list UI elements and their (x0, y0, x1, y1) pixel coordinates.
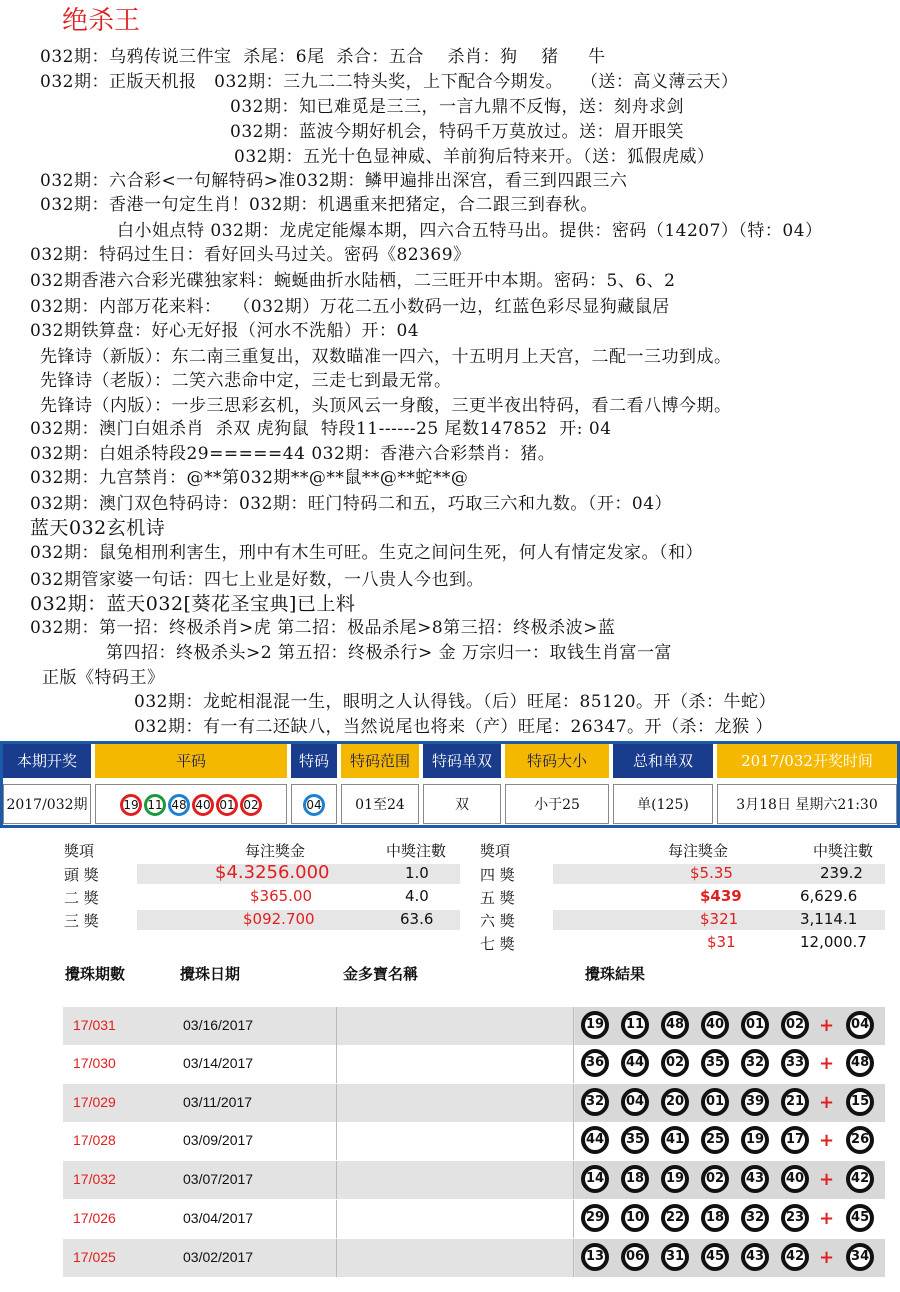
sum-value: 单(125) (613, 784, 713, 824)
plus-sign: + (819, 1014, 835, 1036)
history-result (575, 1161, 885, 1199)
history-period: 17/031 (73, 1017, 116, 1033)
special-ball-cell (291, 784, 337, 824)
ball: 29 (581, 1204, 609, 1232)
ball: 19 (661, 1165, 689, 1193)
ball: 32 (741, 1204, 769, 1232)
history-date: 03/02/2017 (183, 1249, 254, 1265)
ball: 11 (621, 1011, 649, 1039)
history-period: 17/028 (73, 1132, 116, 1148)
ball: 13 (581, 1243, 609, 1271)
prize-name: 六 獎 (480, 912, 515, 930)
extra-ball: 04 (846, 1011, 874, 1039)
history-period: 17/030 (73, 1055, 116, 1071)
text-line: 032期管家婆一句话：四七上业是好数，一八贵人今也到。 (30, 570, 484, 590)
ball: 35 (701, 1049, 729, 1077)
history-row (63, 1200, 885, 1238)
plus-sign: + (819, 1207, 835, 1229)
prize-amount: $092.700 (243, 910, 315, 928)
text-line: 032期：鼠兔相刑利害生，刑中有木生可旺。生克之间问生死，何人有情定发家。（和） (30, 543, 703, 563)
ball: 01 (701, 1088, 729, 1116)
history-result (575, 1045, 885, 1083)
header-size: 特码大小 (505, 744, 609, 778)
text-line: 032期香港六合彩光碟独家料：蜿蜒曲折水陆栖，二三旺开中本期。密码：5、6、2 (30, 271, 676, 291)
ball: 02 (661, 1049, 689, 1077)
history-row (63, 1045, 885, 1083)
ball: 36 (581, 1049, 609, 1077)
text-line: 第四招：终极杀头>2 第五招：终极杀行> 金 万宗归一：取钱生肖富一富 (106, 643, 673, 663)
ball: 48 (661, 1011, 689, 1039)
text-line: 032期：九宫禁肖：@**第032期**@**鼠**@**蛇**@ (30, 468, 469, 488)
ball: 32 (581, 1088, 609, 1116)
ball: 20 (661, 1088, 689, 1116)
extra-ball: 48 (846, 1049, 874, 1077)
prize-name: 頭 獎 (64, 866, 99, 884)
history-result (575, 1239, 885, 1277)
history-result (575, 1122, 885, 1160)
history-row (63, 1007, 885, 1045)
extra-ball: 42 (846, 1165, 874, 1193)
ball: 43 (741, 1165, 769, 1193)
ball: 06 (621, 1243, 649, 1271)
history-name (336, 1200, 574, 1238)
header-range: 特码范围 (341, 744, 419, 778)
history-name (336, 1045, 574, 1083)
prize-header-item: 獎項 (480, 842, 511, 860)
prize-count: 63.6 (400, 910, 434, 928)
history-name (336, 1239, 574, 1277)
ball: 48 (168, 794, 190, 816)
ball: 18 (701, 1204, 729, 1232)
prize-amount: $4.3256.000 (215, 862, 330, 883)
ball: 45 (701, 1243, 729, 1271)
ball: 21 (781, 1088, 809, 1116)
page-title: 绝杀王 (62, 6, 141, 36)
text-line: 032期：澳门白姐杀肖 杀双 虎狗鼠 特段11------25 尾数147852 开: 04 (30, 419, 612, 439)
special-ball: 04 (303, 794, 325, 816)
prize-header-count: 中獎注數 (386, 842, 447, 860)
ball: 11 (144, 794, 166, 816)
time-value: 3月18日 星期六21:30 (717, 784, 897, 824)
history-date: 03/14/2017 (183, 1055, 254, 1071)
prize-count: 1.0 (405, 864, 429, 882)
prize-amount: $365.00 (250, 887, 313, 905)
prize-count: 4.0 (405, 887, 429, 905)
prize-header-amount: 每注獎金 (245, 842, 306, 860)
text-line: 032期：特码过生日：看好回头马过关。密码《82369》 (30, 245, 471, 265)
history-row (63, 1239, 885, 1277)
history-name (336, 1122, 574, 1160)
ball: 02 (701, 1165, 729, 1193)
prize-name: 五 獎 (480, 889, 515, 907)
plus-sign: + (819, 1246, 835, 1268)
history-result (575, 1200, 885, 1238)
text-line: 032期：白姐杀特段29=====44 032期：香港六合彩禁肖：猪。 (30, 444, 556, 464)
history-date: 03/04/2017 (183, 1210, 254, 1226)
text-line: 032期：第一招：终极杀肖>虎 第二招：极品杀尾>8第三招：终极杀波>蓝 (30, 618, 616, 638)
history-date: 03/07/2017 (183, 1171, 254, 1187)
text-line: 032期铁算盘：好心无好报（河水不洗船）开：04 (30, 321, 420, 341)
ball: 23 (781, 1204, 809, 1232)
history-result (575, 1084, 885, 1122)
prize-amount: $31 (707, 933, 736, 951)
period-value: 2017/032期 (3, 784, 91, 824)
ball: 22 (661, 1204, 689, 1232)
prize-name: 四 獎 (480, 866, 515, 884)
header-odd-even: 特码单双 (423, 744, 501, 778)
history-header-date: 攪珠日期 (180, 965, 241, 983)
prize-amount: $439 (700, 887, 742, 905)
ball: 40 (781, 1165, 809, 1193)
header-regular: 平码 (95, 744, 287, 778)
prize-header-count: 中獎注數 (813, 842, 874, 860)
text-line: 032期：乌鸦传说三件宝 杀尾：6尾 杀合：五合 杀肖：狗 猪 牛 (40, 47, 606, 67)
text-line: 正版《特码王》 (42, 668, 165, 688)
extra-ball: 45 (846, 1204, 874, 1232)
text-line: 032期：蓝天032[葵花圣宝典]已上料 (30, 593, 356, 615)
text-line: 先锋诗（老版）：二笑六悲命中定，三走七到最无常。 (40, 371, 452, 391)
text-line: 032期：有一有二还缺八，当然说尾也将来（产）旺尾：26347。开（杀：龙猴 ） (134, 717, 773, 737)
ball: 10 (621, 1204, 649, 1232)
history-date: 03/09/2017 (183, 1132, 254, 1148)
text-line: 032期：六合彩<一句解特码>准032期：鳞甲遍排出深宫，看三到四跟三六 (40, 171, 628, 191)
text-line: 032期：知已难觅是三三，一言九鼎不反悔，送：刻舟求剑 (230, 97, 684, 117)
history-name (336, 1084, 574, 1122)
prize-name: 七 獎 (480, 935, 515, 953)
header-special: 特码 (291, 744, 337, 778)
prize-count: 3,114.1 (800, 910, 858, 928)
history-result (575, 1007, 885, 1045)
ball: 32 (741, 1049, 769, 1077)
text-line: 先锋诗（内版）：一步三思彩玄机，头顶风云一身酸，三更半夜出特码，看二看八博今期。 (40, 396, 732, 416)
plus-sign: + (819, 1052, 835, 1074)
history-name (336, 1007, 574, 1045)
text-line: 032期：蓝波今期好机会，特码千万莫放过。送：眉开眼笑 (230, 122, 684, 142)
prize-header-item: 獎項 (64, 842, 95, 860)
text-line: 032期：五光十色显神威、羊前狗后特来开。（送：狐假虎威） (234, 147, 715, 167)
ball: 40 (192, 794, 214, 816)
plus-sign: + (819, 1091, 835, 1113)
ball: 02 (240, 794, 262, 816)
ball: 44 (621, 1049, 649, 1077)
history-header-result: 攪珠結果 (585, 965, 646, 983)
ball: 01 (216, 794, 238, 816)
history-period: 17/025 (73, 1249, 116, 1265)
text-line: 白小姐点特 032期：龙虎定能爆本期，四六合五特马出。提供：密码（14207）（特：04） (117, 221, 823, 241)
ball: 04 (621, 1088, 649, 1116)
extra-ball: 34 (846, 1243, 874, 1271)
ball: 39 (741, 1088, 769, 1116)
ball: 40 (701, 1011, 729, 1039)
prize-count: 239.2 (820, 864, 863, 882)
ball: 44 (581, 1126, 609, 1154)
history-date: 03/16/2017 (183, 1017, 254, 1033)
header-time: 2017/032开奖时间 (717, 744, 897, 778)
history-row (63, 1084, 885, 1122)
history-name (336, 1161, 574, 1199)
ball: 18 (621, 1165, 649, 1193)
ball: 41 (661, 1126, 689, 1154)
ball: 19 (120, 794, 142, 816)
ball: 33 (781, 1049, 809, 1077)
ball: 14 (581, 1165, 609, 1193)
text-line: 先锋诗（新版）：东二南三重复出，双数瞄准一四六，十五明月上天宫，二配一三功到成。 (40, 347, 732, 367)
header-sum: 总和单双 (613, 744, 713, 778)
ball: 42 (781, 1243, 809, 1271)
ball: 19 (741, 1126, 769, 1154)
regular-balls (95, 784, 287, 824)
prize-count: 12,000.7 (800, 933, 867, 951)
extra-ball: 26 (846, 1126, 874, 1154)
text-line: 032期：内部万花来料： （032期）万花二五小数码一边，红蓝色彩尽显狗藏鼠居 (30, 297, 670, 317)
ball: 35 (621, 1126, 649, 1154)
text-line: 蓝天032玄机诗 (30, 517, 166, 539)
history-row (63, 1122, 885, 1160)
plus-sign: + (819, 1168, 835, 1190)
history-date: 03/11/2017 (183, 1094, 253, 1110)
prize-name: 三 獎 (64, 912, 99, 930)
plus-sign: + (819, 1129, 835, 1151)
size-value: 小于25 (505, 784, 609, 824)
history-row (63, 1161, 885, 1199)
history-header-name: 金多寶名稱 (343, 965, 419, 983)
range-value: 01至24 (341, 784, 419, 824)
extra-ball: 15 (846, 1088, 874, 1116)
history-header-period: 攪珠期數 (65, 965, 126, 983)
history-period: 17/026 (73, 1210, 116, 1226)
text-line: 032期：香港一句定生肖！032期：机遇重来把猪定，合二跟三到春秋。 (40, 195, 598, 215)
history-period: 17/029 (73, 1094, 116, 1110)
ball: 25 (701, 1126, 729, 1154)
history-period: 17/032 (73, 1171, 116, 1187)
prize-header-amount: 每注獎金 (668, 842, 729, 860)
prize-name: 二 獎 (64, 889, 99, 907)
prize-amount: $321 (700, 910, 739, 928)
text-line: 032期：澳门双色特码诗：032期：旺门特码二和五，巧取三六和九数。（开：04） (30, 494, 673, 514)
ball: 43 (741, 1243, 769, 1271)
ball: 01 (741, 1011, 769, 1039)
text-line: 032期：龙蛇相混混一生，眼明之人认得钱。（后）旺尾：85120。开（杀：牛蛇） (134, 692, 777, 712)
ball: 02 (781, 1011, 809, 1039)
ball: 31 (661, 1243, 689, 1271)
ball: 17 (781, 1126, 809, 1154)
odd-even-value: 双 (423, 784, 501, 824)
result-table (0, 741, 900, 828)
prize-count: 6,629.6 (800, 887, 858, 905)
header-period: 本期开奖 (3, 744, 91, 778)
prize-amount: $5.35 (690, 864, 733, 882)
text-line: 032期：正版天机报 032期：三九二二特头奖，上下配合今期发。 （送：高义薄云天） (40, 72, 739, 92)
ball: 19 (581, 1011, 609, 1039)
